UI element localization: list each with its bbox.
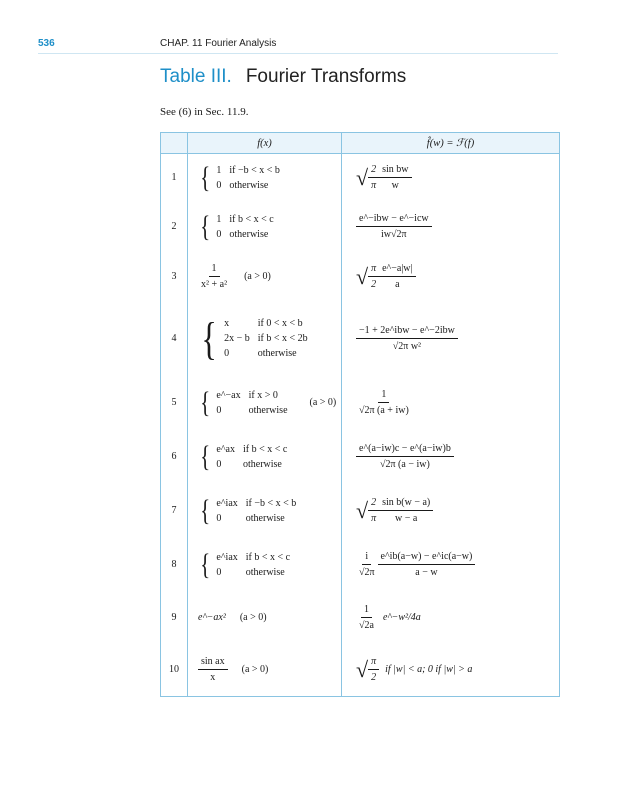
fw-fraction-denominator: √2π (a − iw) bbox=[380, 459, 430, 470]
header-rule bbox=[38, 53, 558, 54]
case-condition: if −b < x < b bbox=[229, 164, 280, 176]
fw-cell bbox=[342, 592, 560, 644]
fx-cell bbox=[188, 484, 342, 538]
fw-expression: if |w| < a; 0 if |w| > a bbox=[385, 664, 473, 676]
fw-sqrt-factor-radical: √ bbox=[356, 164, 369, 190]
case-row bbox=[216, 458, 293, 471]
fw-cell bbox=[342, 644, 560, 697]
fw-cell bbox=[342, 430, 560, 484]
case-row bbox=[224, 347, 314, 360]
table-body bbox=[161, 154, 560, 697]
case-row bbox=[224, 332, 314, 345]
fx-fraction bbox=[198, 655, 228, 684]
fw-prefactor-denominator: √2a bbox=[359, 620, 374, 631]
piecewise-cases bbox=[214, 495, 304, 527]
case-value: e^ax bbox=[216, 443, 235, 455]
fx-cell bbox=[188, 430, 342, 484]
piecewise-cases bbox=[214, 211, 281, 243]
table-row bbox=[161, 644, 560, 697]
fw-sqrt-factor bbox=[356, 262, 379, 291]
number-header bbox=[161, 133, 188, 154]
fw-fraction-numerator: e^ib(a−w) − e^ic(a−w) bbox=[378, 550, 476, 565]
case-condition: otherwise bbox=[229, 179, 269, 191]
table-row bbox=[161, 376, 560, 430]
fw-fraction bbox=[379, 163, 411, 192]
table-row bbox=[161, 154, 560, 202]
fw-fraction-denominator: √2π w² bbox=[392, 341, 422, 352]
fw-sqrt-factor bbox=[356, 655, 379, 684]
fx-cell bbox=[188, 376, 342, 430]
reference-note: See (6) in Sec. 11.9. bbox=[160, 106, 249, 118]
piecewise-cases bbox=[214, 387, 295, 419]
fw-prefactor bbox=[356, 550, 378, 579]
case-value: 2x − b bbox=[224, 333, 250, 344]
fw-fraction bbox=[356, 442, 454, 471]
fw-cell bbox=[342, 302, 560, 376]
running-header bbox=[0, 38, 639, 54]
fw-cell bbox=[342, 202, 560, 252]
row-number: 6 bbox=[161, 430, 188, 484]
case-brace: { bbox=[200, 493, 211, 527]
fw-fraction bbox=[379, 496, 433, 525]
fw-fraction-numerator: e^(a−iw)c − e^(a−iw)b bbox=[356, 442, 454, 457]
case-brace: { bbox=[200, 439, 211, 473]
fx-condition: (a > 0) bbox=[239, 611, 267, 623]
fw-sqrt-factor-radical: √ bbox=[356, 656, 369, 682]
case-condition: if b < x < 2b bbox=[257, 333, 308, 344]
chapter-title: CHAP. 11 Fourier Analysis bbox=[160, 38, 277, 49]
page-number: 536 bbox=[38, 38, 55, 49]
fw-sqrt-factor-radicand bbox=[368, 262, 379, 291]
fx-cell bbox=[188, 302, 342, 376]
fx-cell bbox=[188, 592, 342, 644]
case-row bbox=[216, 389, 293, 402]
case-row bbox=[224, 317, 314, 330]
fx-cell bbox=[188, 538, 342, 592]
case-condition: if −b < x < b bbox=[245, 497, 297, 509]
case-value: 0 bbox=[216, 566, 222, 578]
case-condition: if b < x < c bbox=[242, 443, 288, 455]
fw-prefactor bbox=[356, 603, 377, 632]
fw-fraction-denominator: w bbox=[391, 180, 399, 192]
case-brace: { bbox=[201, 312, 217, 364]
table-row bbox=[161, 538, 560, 592]
case-value: 1 bbox=[216, 213, 222, 225]
case-row bbox=[216, 213, 279, 226]
table-label: Table III. bbox=[160, 66, 232, 87]
fx-condition: (a > 0) bbox=[244, 270, 271, 282]
fw-sqrt-factor-radicand-denominator: π bbox=[371, 180, 377, 192]
fw-prefactor-numerator: 1 bbox=[361, 603, 372, 618]
piecewise-cases bbox=[214, 162, 288, 194]
case-condition: otherwise bbox=[242, 458, 282, 470]
fx-fraction-denominator: x² + a² bbox=[201, 279, 228, 290]
row-number: 3 bbox=[161, 252, 188, 302]
fourier-transform-table bbox=[160, 132, 560, 697]
fx-fraction-numerator: sin ax bbox=[198, 655, 228, 670]
row-number: 4 bbox=[161, 302, 188, 376]
case-value: 0 bbox=[216, 458, 222, 470]
fw-sqrt-factor-radicand-numerator: 2 bbox=[368, 496, 379, 511]
table-row bbox=[161, 302, 560, 376]
fw-sqrt-factor bbox=[356, 496, 379, 525]
fx-condition: (a > 0) bbox=[309, 396, 337, 408]
fw-fraction-numerator: e^−a|w| bbox=[379, 262, 415, 277]
piecewise-cases bbox=[214, 441, 295, 473]
case-condition: otherwise bbox=[248, 404, 288, 416]
case-row bbox=[216, 566, 296, 579]
case-condition: otherwise bbox=[257, 348, 297, 359]
table-row bbox=[161, 252, 560, 302]
fx-header: f(x) bbox=[188, 133, 342, 154]
piecewise-cases bbox=[214, 549, 298, 581]
table-title bbox=[160, 66, 406, 88]
case-value: 0 bbox=[216, 179, 222, 191]
fw-prefactor-numerator: i bbox=[362, 550, 371, 565]
fw-cell bbox=[342, 484, 560, 538]
fw-expression: e^−w²/4a bbox=[382, 612, 421, 623]
fw-cell bbox=[342, 154, 560, 202]
case-row bbox=[216, 179, 286, 192]
case-brace: { bbox=[200, 385, 211, 419]
fw-sqrt-factor-radicand bbox=[368, 163, 379, 192]
case-value: e^iax bbox=[216, 551, 238, 563]
table-row bbox=[161, 430, 560, 484]
fx-fraction bbox=[198, 262, 230, 291]
fw-prefactor-denominator: √2π bbox=[359, 567, 375, 578]
case-value: e^−ax bbox=[216, 389, 241, 401]
fw-sqrt-factor-radical: √ bbox=[356, 263, 369, 289]
case-condition: if x > 0 bbox=[248, 389, 278, 401]
fw-fraction-denominator: √2π (a + iw) bbox=[359, 405, 409, 416]
case-value: 0 bbox=[216, 228, 222, 240]
fx-cell bbox=[188, 202, 342, 252]
fw-fraction-denominator: w − a bbox=[395, 513, 418, 524]
case-value: 0 bbox=[216, 404, 222, 416]
fw-cell bbox=[342, 538, 560, 592]
case-condition: otherwise bbox=[245, 512, 285, 524]
row-number: 5 bbox=[161, 376, 188, 430]
piecewise-cases bbox=[222, 315, 316, 362]
fw-sqrt-factor-radicand bbox=[368, 655, 379, 684]
case-value: e^iax bbox=[216, 497, 238, 509]
fw-fraction bbox=[356, 324, 458, 353]
fw-fraction-denominator: a bbox=[395, 279, 400, 290]
case-value: 1 bbox=[216, 164, 222, 176]
fx-cell bbox=[188, 644, 342, 697]
fx-cell bbox=[188, 252, 342, 302]
fw-sqrt-factor-radicand bbox=[368, 496, 379, 525]
case-condition: if 0 < x < b bbox=[257, 318, 303, 329]
fx-fraction-denominator: x bbox=[210, 672, 216, 684]
table-row bbox=[161, 484, 560, 538]
case-row bbox=[216, 228, 279, 241]
fw-fraction-denominator: a − w bbox=[415, 567, 438, 578]
fw-fraction-numerator: −1 + 2e^ibw − e^−2ibw bbox=[356, 324, 458, 339]
table-row bbox=[161, 202, 560, 252]
fw-fraction-denominator: iw√2π bbox=[381, 229, 407, 240]
case-row bbox=[216, 497, 302, 510]
case-value: x bbox=[224, 318, 230, 329]
case-brace: { bbox=[200, 160, 211, 194]
table-name: Fourier Transforms bbox=[245, 66, 407, 87]
row-number: 8 bbox=[161, 538, 188, 592]
fw-sqrt-factor-radicand-denominator: 2 bbox=[371, 672, 377, 684]
fw-sqrt-factor-radicand-denominator: π bbox=[371, 513, 377, 524]
fx-fraction-numerator: 1 bbox=[209, 262, 220, 277]
fw-sqrt-factor-radical: √ bbox=[356, 497, 369, 523]
fw-sqrt-factor-radicand-numerator: 2 bbox=[368, 163, 379, 178]
fw-fraction-numerator: sin b(w − a) bbox=[379, 496, 433, 511]
fw-fraction-numerator: 1 bbox=[378, 388, 389, 403]
case-brace: { bbox=[200, 209, 211, 243]
case-brace: { bbox=[200, 547, 211, 581]
fw-sqrt-factor-radicand-denominator: 2 bbox=[371, 279, 377, 290]
fw-fraction-numerator: e^−ibw − e^−icw bbox=[356, 212, 432, 227]
fx-condition: (a > 0) bbox=[241, 664, 269, 676]
case-condition: otherwise bbox=[245, 566, 285, 578]
fw-cell bbox=[342, 252, 560, 302]
fw-fraction-numerator: sin bw bbox=[379, 163, 411, 178]
case-row bbox=[216, 164, 286, 177]
fw-sqrt-factor bbox=[356, 163, 379, 192]
row-number: 9 bbox=[161, 592, 188, 644]
case-row bbox=[216, 512, 302, 525]
fx-cell bbox=[188, 154, 342, 202]
table-row bbox=[161, 592, 560, 644]
fw-sqrt-factor-radicand-numerator: π bbox=[368, 655, 379, 670]
case-condition: otherwise bbox=[229, 228, 269, 240]
fw-fraction bbox=[356, 388, 412, 417]
case-value: 0 bbox=[216, 512, 222, 524]
row-number: 1 bbox=[161, 154, 188, 202]
fw-header: f̂(w) = ℱ(f) bbox=[342, 133, 560, 154]
row-number: 7 bbox=[161, 484, 188, 538]
row-number: 2 bbox=[161, 202, 188, 252]
fx-expression: e^−ax² bbox=[198, 612, 226, 624]
row-number: 10 bbox=[161, 644, 188, 697]
case-row bbox=[216, 551, 296, 564]
fw-fraction bbox=[356, 212, 432, 241]
case-condition: if b < x < c bbox=[245, 551, 291, 563]
case-value: 0 bbox=[224, 348, 230, 359]
case-row bbox=[216, 404, 293, 417]
case-row bbox=[216, 443, 293, 456]
fw-fraction bbox=[379, 262, 415, 291]
case-condition: if b < x < c bbox=[229, 213, 274, 225]
fw-cell bbox=[342, 376, 560, 430]
fw-fraction bbox=[378, 550, 476, 579]
fw-sqrt-factor-radicand-numerator: π bbox=[368, 262, 379, 277]
